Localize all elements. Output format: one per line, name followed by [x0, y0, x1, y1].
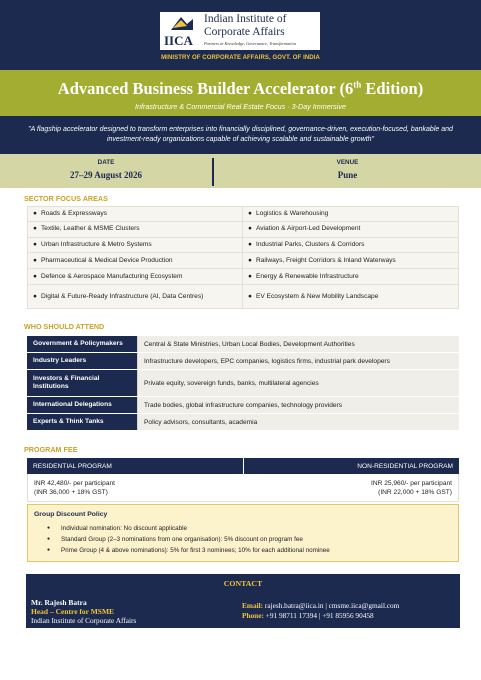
fee-body-row — [27, 474, 459, 502]
contact-org: Indian Institute of Corporate Affairs — [31, 616, 137, 625]
quote-band — [0, 116, 481, 154]
date-cell — [0, 154, 212, 188]
bullet-icon: ● — [33, 292, 37, 300]
attend-row — [27, 336, 459, 353]
sector-table — [27, 206, 459, 309]
discount-title: Group Discount Policy — [34, 511, 108, 518]
phone-numbers[interactable]: +91 98711 17394 | +91 85956 90458 — [263, 611, 374, 620]
attend-label: Industry Leaders — [27, 353, 137, 369]
contact-email — [242, 601, 399, 610]
ministry-line: MINISTRY OF CORPORATE AFFAIRS, GOVT. OF INDIA — [161, 55, 320, 61]
bullet-icon: ● — [248, 210, 252, 217]
attend-label: International Delegations — [27, 397, 137, 413]
sector-item: ● Textile, Leather & MSME Clusters — [28, 222, 243, 237]
institute-tagline: Partners in Knowledge, Governance, Transformation — [204, 41, 296, 46]
bullet-icon: ● — [33, 240, 37, 248]
discount-item: ● Standard Group (2–3 nominations from one organisation): 5% discount on program fee — [61, 534, 330, 545]
bullet-icon: ● — [248, 225, 252, 233]
residential-label: RESIDENTIAL PROGRAM — [33, 462, 112, 470]
sector-row — [28, 253, 458, 269]
date-venue-band — [0, 154, 481, 188]
discount-list — [61, 523, 330, 557]
attend-label: Experts & Think Tanks — [27, 414, 137, 430]
attend-heading: WHO SHOULD ATTEND — [24, 322, 105, 331]
title-band — [0, 70, 481, 116]
sector-item: ● EV Ecosystem & New Mobility Landscape — [248, 292, 379, 300]
program-title-text: Advanced Business Builder Accelerator (6 — [57, 79, 354, 98]
residential-fee-amount: INR 42,480/- per participant — [34, 480, 115, 487]
attend-value: Trade bodies, global infrastructure companies, technology providers — [137, 397, 459, 413]
discount-item: ● Prime Group (4 & above nominations): 5% for first 3 nominees; 10% for each additional nominee — [61, 545, 330, 556]
sector-row — [28, 222, 458, 238]
contact-role: Head – Centre for MSME — [31, 607, 115, 616]
program-subtitle: Infrastructure & Commercial Real Estate Focus · 3-Day Immersive — [135, 102, 346, 111]
sector-item: ● Aviation & Airport-Led Development — [248, 225, 361, 233]
bullet-icon: ● — [248, 240, 252, 248]
program-quote: "A flagship accelerator designed to transform enterprises into financially disciplined, governance-driven, execution-focused, bankable and investment-ready organizations capable of achieving scalable and sustainable growth" — [28, 126, 453, 143]
venue-cell — [214, 154, 481, 188]
attend-label: Government & Policymakers — [27, 336, 137, 352]
attend-row — [27, 414, 459, 431]
contact-phone — [242, 611, 374, 620]
discount-item: ● Individual nomination: No discount applicable — [61, 523, 330, 534]
fee-heading: PROGRAM FEE — [24, 445, 78, 454]
iica-logo[interactable] — [160, 12, 320, 50]
sector-item: ● Defence & Aerospace Manufacturing Ecosystem — [28, 269, 243, 284]
attend-value: Private equity, sovereign funds, banks, multilateral agencies — [137, 370, 459, 396]
nonresidential-fee — [243, 474, 458, 501]
program-title-end: Edition) — [361, 79, 424, 98]
logo-abbr: IICA — [164, 33, 193, 48]
contact-name: Mr. Rajesh Batra — [31, 598, 87, 607]
program-title — [0, 79, 481, 99]
sector-row — [28, 269, 458, 285]
bullet-icon: ● — [248, 256, 252, 264]
sector-item: ● Pharmaceutical & Medical Device Production — [28, 253, 243, 268]
bullet-icon: ● — [33, 272, 37, 280]
sector-heading: SECTOR FOCUS AREAS — [24, 194, 108, 203]
email-label: Email: — [242, 601, 264, 610]
sector-row — [28, 285, 458, 308]
attend-label: Investors & Financial Institutions — [27, 370, 137, 396]
sector-item: ● Urban Infrastructure & Metro Systems — [28, 238, 243, 253]
contact-title: CONTACT — [223, 579, 263, 588]
bullet-icon: ● — [33, 210, 37, 217]
attend-table — [27, 336, 459, 431]
bullet-icon: ● — [248, 272, 252, 280]
attend-row — [27, 397, 459, 414]
attend-row — [27, 353, 459, 370]
date-label: DATE — [97, 159, 115, 166]
nonresidential-fee-breakdown: (INR 22,000 + 18% GST) — [378, 489, 452, 496]
residential-fee-breakdown: (INR 36,000 + 18% GST) — [34, 489, 108, 496]
group-discount-box — [27, 504, 459, 562]
attend-value: Central & State Ministries, Urban Local Bodies, Development Authorities — [137, 336, 459, 352]
phone-label: Phone: — [242, 611, 264, 620]
bullet-icon: ● — [33, 225, 37, 233]
bullet-icon: ● — [33, 256, 37, 264]
nonresidential-fee-amount: INR 25,960/- per participant — [371, 480, 452, 487]
institute-name-line2: Corporate Affairs — [204, 26, 285, 38]
bullet-icon: ● — [248, 292, 252, 300]
edition-superscript: th — [353, 79, 362, 90]
sector-row — [28, 238, 458, 254]
sector-item: ● Railways, Freight Corridors & Inland Waterways — [248, 256, 396, 264]
attend-value: Infrastructure developers, EPC companies, logistics firms, industrial park developers — [137, 353, 459, 369]
iica-emblem-icon — [163, 14, 199, 48]
nonresidential-label: NON-RESIDENTIAL PROGRAM — [243, 458, 459, 474]
sector-item: ● Logistics & Warehousing — [248, 210, 329, 217]
contact-box — [26, 574, 460, 628]
residential-fee — [28, 474, 243, 501]
venue-label: VENUE — [336, 159, 359, 166]
sector-row — [28, 207, 458, 222]
venue-value: Pune — [337, 170, 358, 180]
institute-name-line1: Indian Institute of — [204, 13, 287, 25]
fee-header-row — [27, 458, 459, 474]
sector-item: ● Energy & Renewable Infrastructure — [248, 272, 359, 280]
sector-item: ● Industrial Parks, Clusters & Corridors — [248, 240, 365, 248]
date-value: 27–29 August 2026 — [69, 170, 142, 180]
attend-value: Policy advisors, consultants, academia — [137, 414, 459, 430]
attend-row — [27, 370, 459, 397]
sector-item: ● Roads & Expressways — [28, 207, 243, 221]
email-links[interactable]: rajesh.batra@iica.in | cmsme.iica@gmail.com — [263, 601, 400, 610]
header-band — [0, 0, 481, 70]
sector-item: ● Digital & Future-Ready Infrastructure (AI, Data Centres) — [28, 285, 243, 308]
